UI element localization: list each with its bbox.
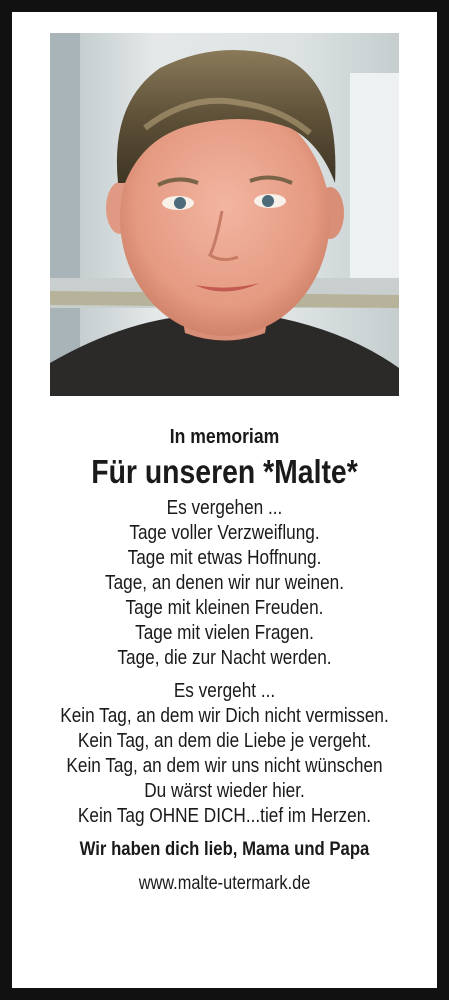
poem-line: Tage mit kleinen Freuden.: [125, 597, 324, 619]
poem-line: Tage mit vielen Fragen.: [135, 622, 314, 644]
website-link[interactable]: www.malte-utermark.de: [138, 873, 311, 894]
memoriam-heading: In memoriam: [169, 426, 280, 448]
poem-stanza-2: [12, 679, 437, 829]
poem-line: Tage voller Verzweiflung.: [129, 522, 320, 544]
poem-line: Kein Tag OHNE DICH...tief im Herzen.: [77, 805, 372, 827]
poem-line: Es vergehen ...: [166, 497, 283, 519]
poem-line: Kein Tag, an dem die Liebe je vergeht.: [77, 730, 372, 752]
poem-line: Kein Tag, an dem wir uns nicht wünschen: [66, 755, 383, 777]
poem-line: Tage mit etwas Hoffnung.: [127, 547, 322, 569]
poem-line: Du wärst wieder hier.: [144, 780, 305, 802]
poem-line: Tage, die zur Nacht werden.: [117, 647, 332, 669]
memorial-text: [12, 424, 437, 897]
dedication-title: Für unseren *Malte*: [91, 453, 358, 490]
signature: Wir haben dich lieb, Mama und Papa: [79, 839, 370, 860]
portrait-illustration: [50, 33, 399, 396]
poem-line: Es vergeht ...: [173, 680, 276, 702]
portrait-photo: [50, 33, 399, 396]
poem-line: Tage, an denen wir nur weinen.: [104, 572, 345, 594]
obituary-card: [12, 12, 437, 988]
poem-stanza-1: [12, 496, 437, 671]
poem-line: Kein Tag, an dem wir Dich nicht vermissen.: [60, 705, 389, 727]
